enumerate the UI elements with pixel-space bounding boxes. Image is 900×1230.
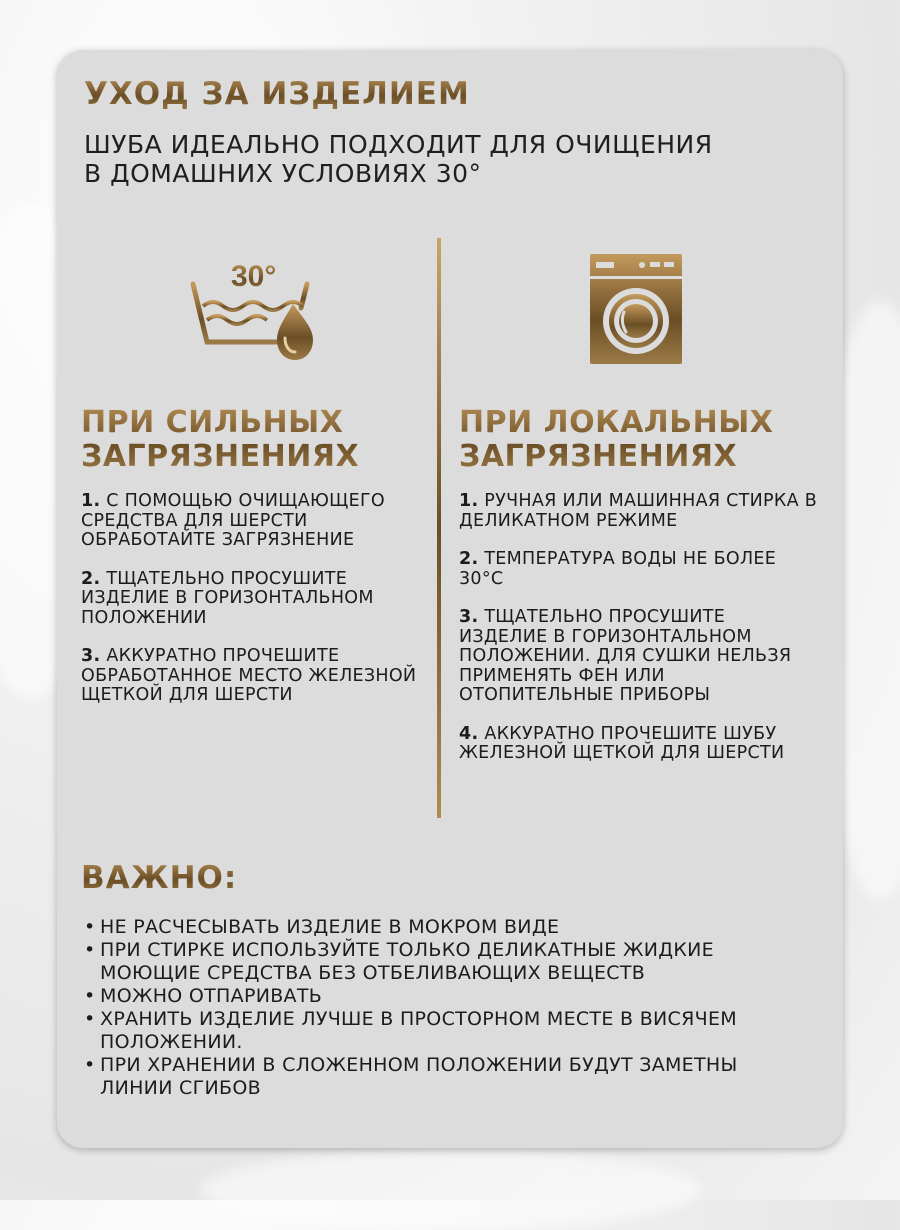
- step-number: 1.: [81, 491, 101, 511]
- step-text: РУЧНАЯ ИЛИ МАШИННАЯ СТИРКА В ДЕЛИКАТНОМ РЕЖИМЕ: [459, 491, 818, 531]
- right-heading-line-1: ПРИ ЛОКАЛЬНЫХ: [459, 405, 774, 440]
- list-item-text: ПРИ ХРАНЕНИИ В СЛОЖЕННОМ ПОЛОЖЕНИИ БУДУТ ЗАМЕТНЫ ЛИНИИ СГИБОВ: [100, 1054, 738, 1099]
- care-instructions-card: [57, 50, 843, 1148]
- list-item-text: НЕ РАСЧЕСЫВАТЬ ИЗДЕЛИЕ В МОКРОМ ВИДЕ: [100, 916, 560, 938]
- step-text: ТЩАТЕЛЬНО ПРОСУШИТЕ ИЗДЕЛИЕ В ГОРИЗОНТАЛЬНОМ ПОЛОЖЕНИИ: [81, 568, 374, 628]
- left-heading-line-1: ПРИ СИЛЬНЫХ: [81, 405, 344, 440]
- bullet-icon: •: [84, 1008, 96, 1030]
- right-step: [459, 725, 819, 764]
- left-step: [81, 570, 426, 629]
- important-heading: ВАЖНО:: [81, 860, 238, 896]
- care-title: УХОД ЗА ИЗДЕЛИЕМ: [84, 76, 470, 112]
- bullet-icon: •: [84, 1054, 96, 1076]
- intro-line-1: ШУБА ИДЕАЛЬНО ПОДХОДИТ ДЛЯ ОЧИЩЕНИЯ: [84, 130, 713, 159]
- right-steps: [459, 492, 819, 783]
- step-number: 3.: [459, 607, 479, 627]
- list-item: [84, 1008, 814, 1054]
- list-item: [84, 916, 814, 939]
- washing-machine-icon: [590, 254, 682, 364]
- fur-background-texture: [200, 1150, 700, 1230]
- list-item-text: ПРИ СТИРКЕ ИСПОЛЬЗУЙТЕ ТОЛЬКО ДЕЛИКАТНЫЕ ЖИДКИЕ МОЮЩИЕ СРЕДСТВА БЕЗ ОТБЕЛИВАЮЩИХ ВЕЩЕСТВ: [100, 939, 714, 984]
- step-number: 1.: [459, 491, 479, 511]
- right-heading: [459, 406, 829, 474]
- left-steps: [81, 492, 426, 725]
- column-divider: [437, 238, 441, 818]
- list-item: [84, 985, 814, 1008]
- hand-wash-30-icon: [185, 246, 325, 376]
- step-number: 3.: [81, 646, 101, 666]
- step-text: С ПОМОЩЬЮ ОЧИЩАЮЩЕГО СРЕДСТВА ДЛЯ ШЕРСТИ ОБРАБОТАЙТЕ ЗАГРЯЗНЕНИЕ: [81, 491, 386, 550]
- left-step: [81, 647, 426, 706]
- list-item-text: ХРАНИТЬ ИЗДЕЛИЕ ЛУЧШЕ В ПРОСТОРНОМ МЕСТЕ В ВИСЯЧЕМ ПОЛОЖЕНИИ.: [100, 1008, 737, 1053]
- step-text: АККУРАТНО ПРОЧЕШИТЕ ШУБУ ЖЕЛЕЗНОЙ ЩЕТКОЙ ДЛЯ ШЕРСТИ: [459, 723, 785, 763]
- bullet-icon: •: [84, 939, 96, 961]
- intro-text: [84, 130, 824, 188]
- left-heading-line-2: ЗАГРЯЗНЕНИЯХ: [81, 439, 360, 474]
- step-text: ТЩАТЕЛЬНО ПРОСУШИТЕ ИЗДЕЛИЕ В ГОРИЗОНТАЛЬНОМ ПОЛОЖЕНИИ. ДЛЯ СУШКИ НЕЛЬЗЯ ПРИМЕНЯТЬ ФЕН ИЛИ ОТОПИТЕЛЬНЫЕ ПРИБОРЫ: [459, 607, 792, 705]
- bullet-icon: •: [84, 985, 96, 1007]
- step-number: 2.: [81, 568, 101, 589]
- list-item-text: МОЖНО ОТПАРИВАТЬ: [100, 985, 323, 1007]
- right-heading-line-2: ЗАГРЯЗНЕНИЯХ: [459, 439, 738, 474]
- intro-line-2: В ДОМАШНИХ УСЛОВИЯХ 30°: [84, 159, 482, 188]
- left-heading: [81, 406, 431, 474]
- list-item: [84, 1054, 814, 1100]
- wash-temp-label: 30°: [231, 260, 277, 293]
- left-step: [81, 492, 426, 551]
- step-text: АККУРАТНО ПРОЧЕШИТЕ ОБРАБОТАННОЕ МЕСТО ЖЕЛЕЗНОЙ ЩЕТКОЙ ДЛЯ ШЕРСТИ: [81, 646, 417, 705]
- important-list: [84, 916, 814, 1100]
- right-step: [459, 492, 819, 531]
- step-number: 4.: [459, 723, 479, 744]
- step-text: ТЕМПЕРАТУРА ВОДЫ НЕ БОЛЕЕ 30°С: [459, 549, 777, 589]
- right-step: [459, 608, 819, 706]
- bullet-icon: •: [84, 916, 96, 938]
- list-item: [84, 939, 814, 985]
- step-number: 2.: [459, 549, 479, 569]
- right-step: [459, 550, 819, 589]
